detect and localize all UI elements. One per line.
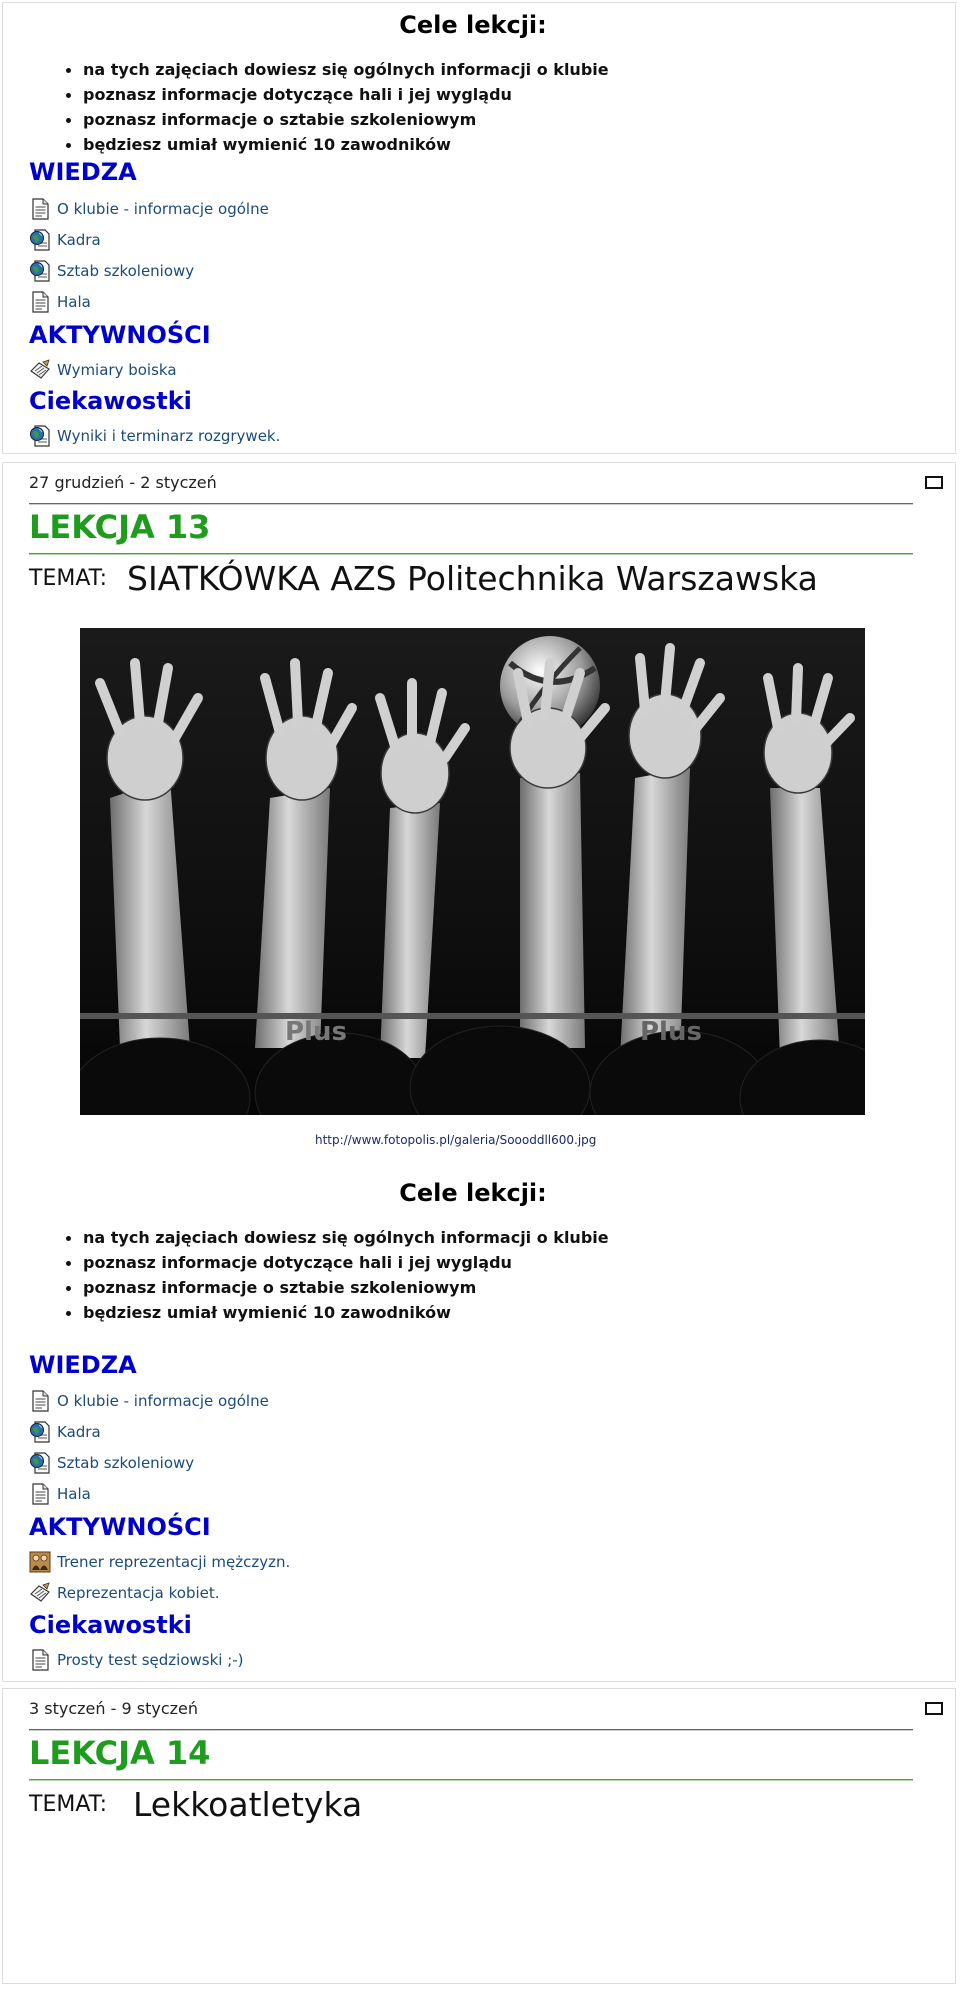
resource-link-club-info[interactable] [29,197,269,221]
topic-label: TEMAT: [29,566,108,591]
resource-label: Hala [57,1485,91,1503]
resource-link-squad[interactable] [29,228,101,252]
goal-item: • będziesz umiał wymienić 10 zawodników [83,1300,609,1325]
goal-item: • poznasz informacje o sztabie szkoleniowym [83,107,609,132]
goal-item: • poznasz informacje o sztabie szkoleniowym [83,1275,609,1300]
goal-item: • na tych zajęciach dowiesz się ogólnych informacji o klubie [83,57,609,82]
wiedza-heading: WIEDZA [29,158,137,186]
divider [29,553,913,555]
resource-label: Kadra [57,1423,101,1441]
goals-list [53,1225,609,1325]
topic-label: TEMAT: [29,1792,108,1817]
globe-page-icon [29,1452,51,1474]
topic-date: 27 grudzień - 2 styczeń [29,473,217,492]
globe-page-icon [29,1421,51,1443]
goal-item: • na tych zajęciach dowiesz się ogólnych informacji o klubie [83,1225,609,1250]
resource-label: O klubie - informacje ogólne [57,200,269,218]
curiosity-link-referee-test[interactable] [29,1648,244,1672]
activity-link-men-coach[interactable] [29,1550,290,1574]
resource-label: Sztab szkoleniowy [57,262,195,280]
resource-link-coaching-staff[interactable] [29,1451,194,1475]
goal-item: • poznasz informacje dotyczące hali i jej wyglądu [83,1250,609,1275]
people-icon [29,1551,51,1573]
globe-page-icon [29,425,51,447]
topic-toggle-checkbox[interactable] [925,476,943,489]
resource-link-squad[interactable] [29,1420,101,1444]
volleyball-hands-photo [80,628,865,1115]
resource-label: Prosty test sędziowski ;-) [57,1651,244,1669]
divider [29,1779,913,1781]
ciekawostki-heading: Ciekawostki [29,1611,192,1639]
goals-title: Cele lekcji: [399,11,547,39]
lesson-title: LEKCJA 14 [29,1734,211,1772]
topic-date: 3 styczeń - 9 styczeń [29,1699,198,1718]
svg-text:Plus: Plus [285,1017,347,1047]
image-credit: http://www.fotopolis.pl/galeria/Soooddll600.jpg [315,1133,597,1147]
resource-label: Hala [57,293,91,311]
goal-item: • będziesz umiał wymienić 10 zawodników [83,132,609,157]
curiosity-link-results[interactable] [29,424,280,448]
topic-value: Lekkoatletyka [133,1785,363,1824]
assignment-icon [29,1582,51,1604]
page-icon [29,1390,51,1412]
divider [29,503,913,505]
topic-toggle-checkbox[interactable] [925,1702,943,1715]
aktywnosci-heading: AKTYWNOŚCI [29,321,211,349]
topic-section-lesson-13 [2,462,956,1682]
svg-text:Plus: Plus [640,1017,702,1047]
goal-item: • poznasz informacje dotyczące hali i jej wyglądu [83,82,609,107]
page-icon [29,291,51,313]
activity-label: Trener reprezentacji mężczyzn. [57,1553,291,1571]
wiedza-heading: WIEDZA [29,1351,137,1379]
divider [29,1729,913,1731]
resource-link-hall[interactable] [29,290,91,314]
resource-label: Kadra [57,231,101,249]
resource-link-hall[interactable] [29,1482,91,1506]
activity-label: Wymiary boiska [57,361,177,379]
globe-page-icon [29,260,51,282]
activity-link-field-dimensions[interactable] [29,358,177,382]
topic-section-previous [2,2,956,454]
topic-section-lesson-14 [2,1688,956,1984]
globe-page-icon [29,229,51,251]
goals-title: Cele lekcji: [399,1179,547,1207]
resource-label: Wyniki i terminarz rozgrywek. [57,427,281,445]
page-icon [29,1649,51,1671]
assignment-icon [29,359,51,381]
aktywnosci-heading: AKTYWNOŚCI [29,1513,211,1541]
resource-link-club-info[interactable] [29,1389,269,1413]
activity-link-women-team[interactable] [29,1581,220,1605]
topic-value: SIATKÓWKA AZS Politechnika Warszawska [127,559,818,598]
lesson-title: LEKCJA 13 [29,508,211,546]
page-icon [29,1483,51,1505]
resource-label: Sztab szkoleniowy [57,1454,195,1472]
ciekawostki-heading: Ciekawostki [29,387,192,415]
goals-list [53,57,609,157]
activity-label: Reprezentacja kobiet. [57,1584,220,1602]
resource-link-coaching-staff[interactable] [29,259,194,283]
page-icon [29,198,51,220]
resource-label: O klubie - informacje ogólne [57,1392,269,1410]
